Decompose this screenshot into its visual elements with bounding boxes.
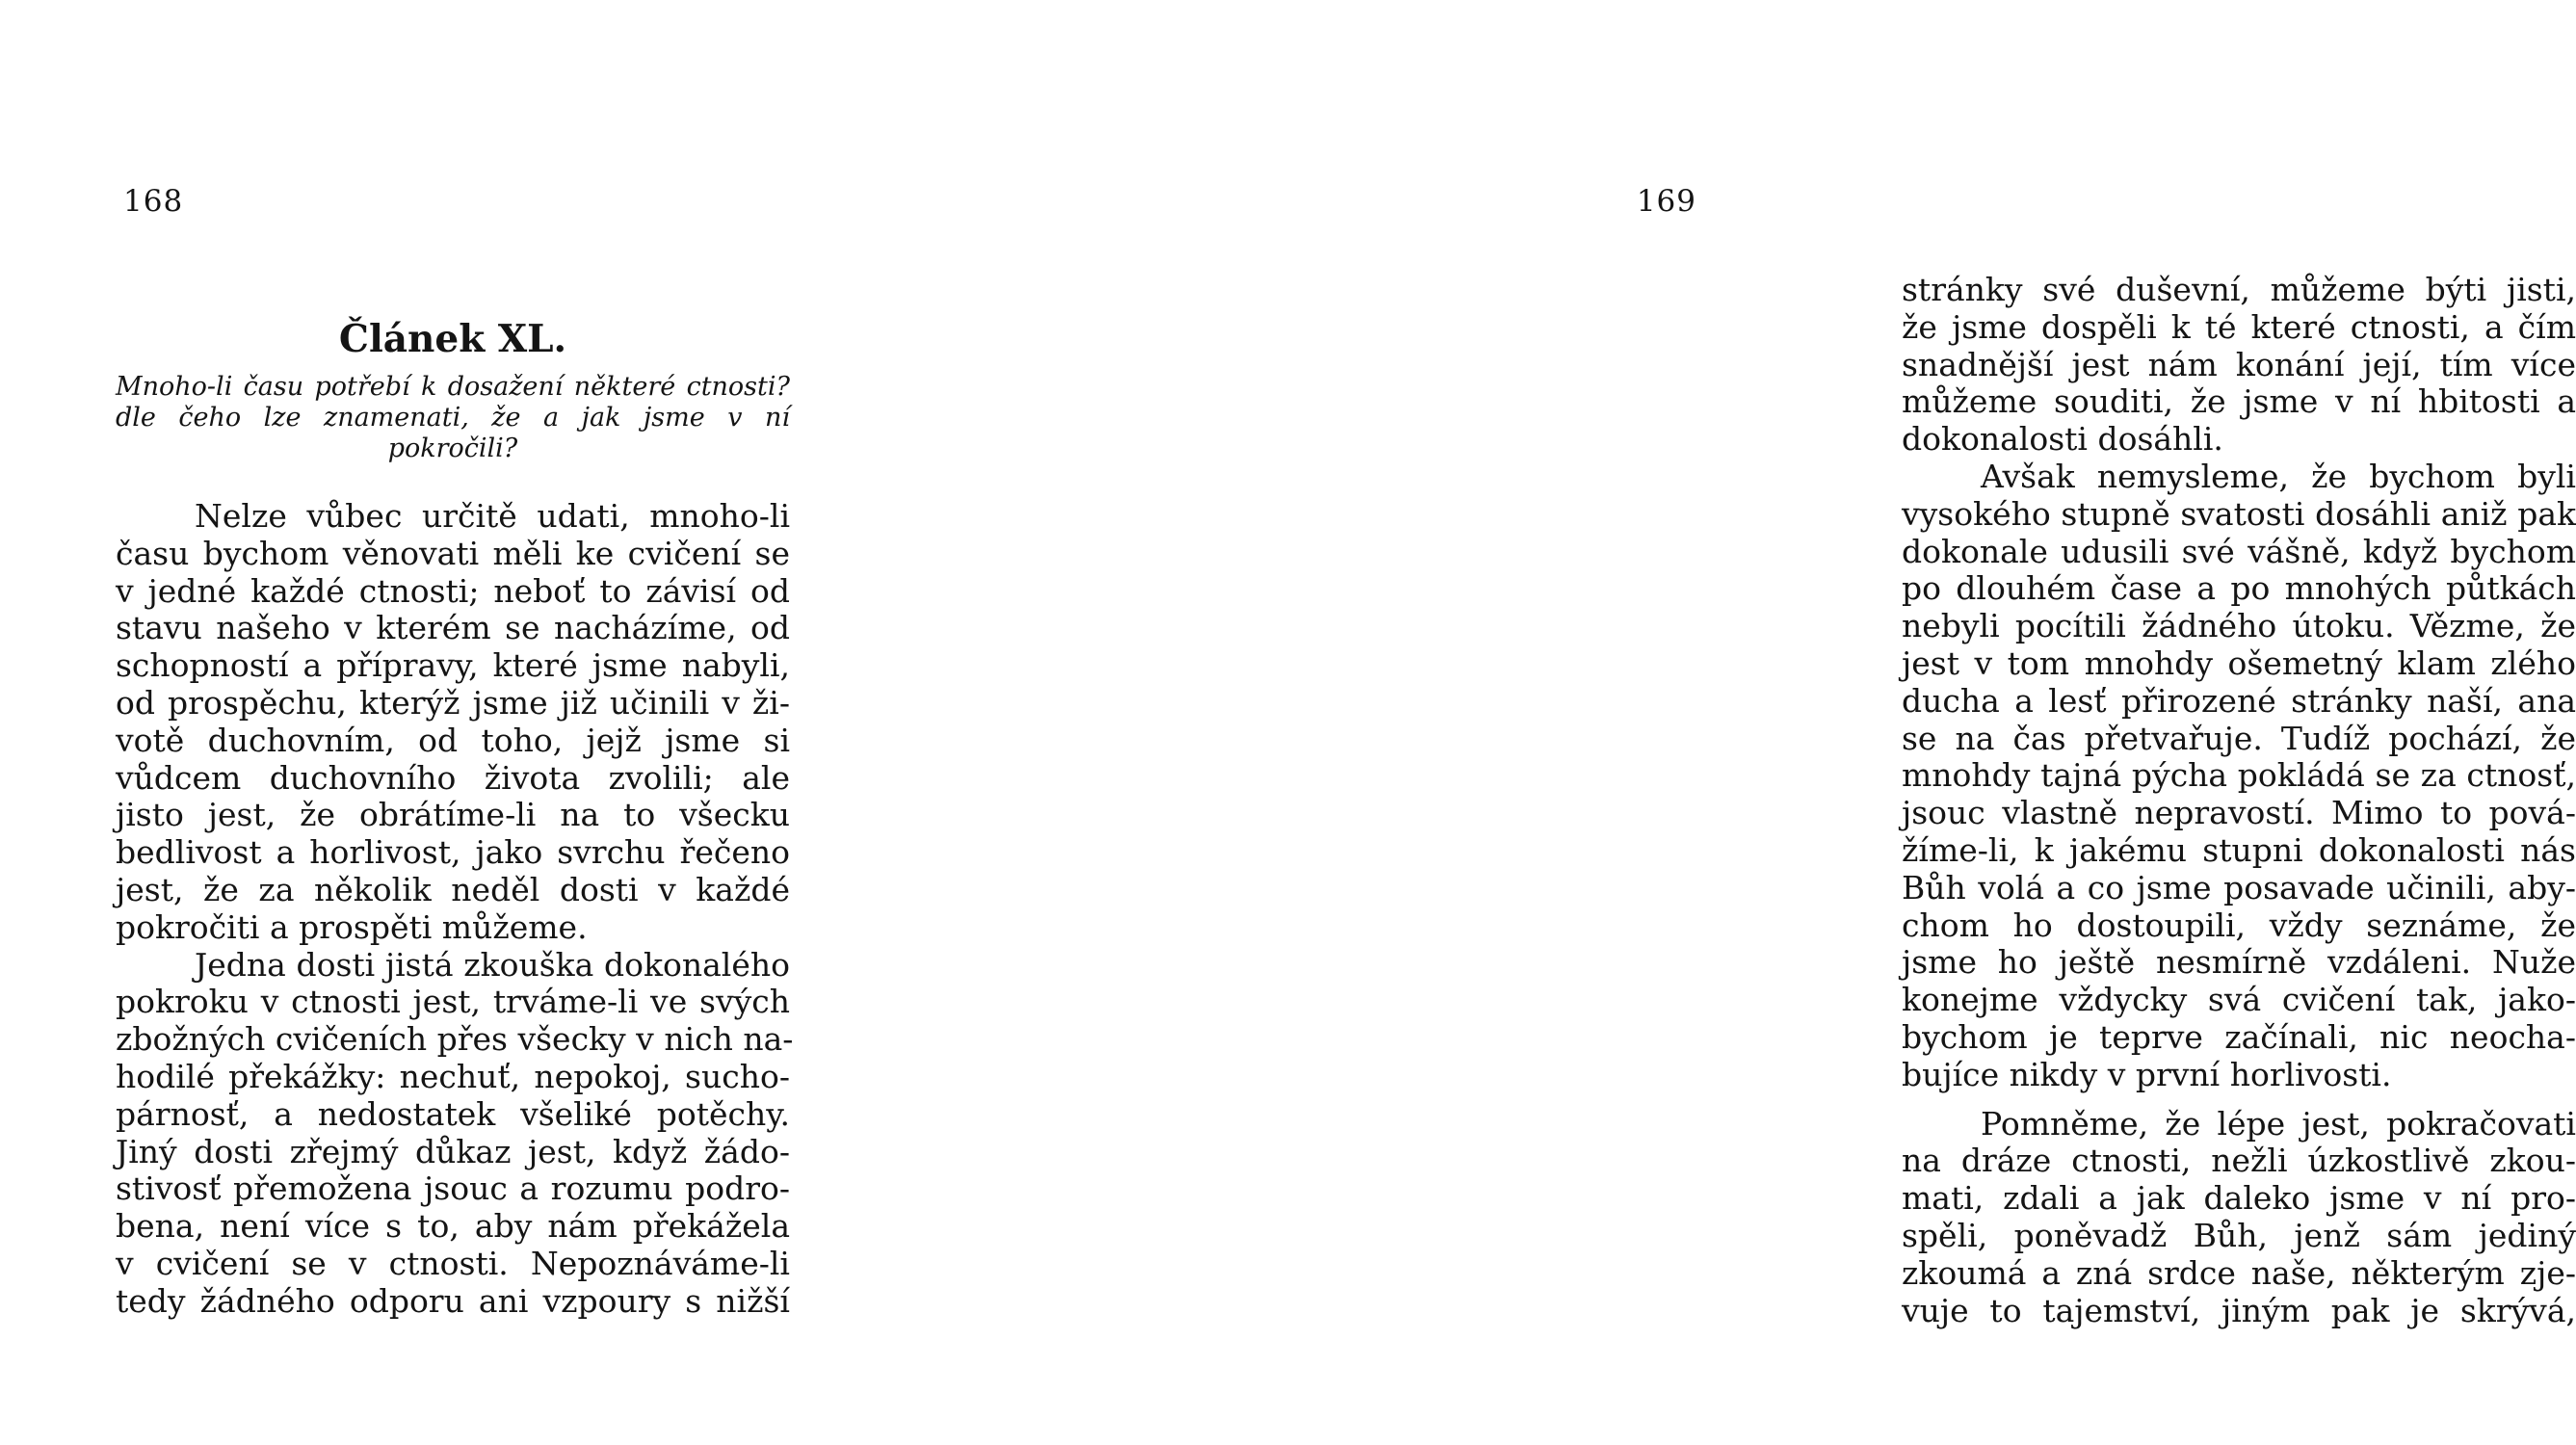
text-line: hodilé překážky: nechuť, nepokoj, sucho- — [116, 1057, 790, 1095]
text-line: jsouc vlastně nepravostí. Mimo to pová- — [1902, 794, 2576, 832]
body-text — [116, 497, 794, 1321]
text-line: vysokého stupně svatosti dosáhli aniž pak — [1902, 494, 2576, 533]
page-number: 168 — [123, 184, 184, 219]
left-page — [0, 0, 893, 1445]
right-page — [893, 0, 2576, 1445]
text-line: vuje to tajemství, jiným pak je skrývá, — [1902, 1291, 2576, 1329]
text-line: bychom je teprve začínali, nic neocha- — [1902, 1017, 2576, 1056]
text-line: pokročiti a prospěti můžeme. — [116, 907, 588, 946]
subtitle-line: Mnoho-li času potřebí k dosažení některé ctnosti? — [116, 372, 790, 402]
text-line: jisto jest, že obrátíme-li na to všecku — [116, 796, 790, 834]
subtitle-line: dle čeho lze znamenati, že a jak jsme v ní — [116, 403, 790, 433]
text-line: bujíce nikdy v první horlivosti. — [1902, 1055, 2392, 1093]
text-line: žíme-li, k jakému stupni dokonalosti nás — [1902, 830, 2576, 869]
text-line: Nelze vůbec určitě udati, mnoho-li — [195, 497, 790, 535]
text-line: bedlivost a horlivost, jako svrchu řečeno — [116, 833, 790, 872]
text-line: tedy žádného odporu ani vzpoury s nižší — [116, 1281, 790, 1320]
text-line: se na čas přetvařuje. Tudíž pochází, že — [1902, 719, 2576, 757]
text-line: dokonale udusili své vášně, když bychom — [1902, 532, 2576, 570]
text-line: pokroku v ctnosti jest, trváme-li ve svých — [116, 983, 790, 1021]
text-line: jsme ho ještě nesmírně vzdáleni. Nuže — [1902, 943, 2576, 982]
text-line: Jiný dosti zřejmý důkaz jest, když žádo- — [116, 1132, 790, 1170]
text-line: Jedna dosti jistá zkouška dokonalého — [195, 945, 790, 984]
text-line: vůdcem duchovního života zvolili; ale — [116, 758, 790, 797]
text-line: v jedné každé ctnosti; neboť to závisí od — [116, 571, 790, 610]
text-line: od prospěchu, kterýž jsme již učinili v ži- — [116, 683, 790, 722]
article-title: Článek XL. — [338, 317, 567, 361]
text-line: že jsme dospěli k té které ctnosti, a čím — [1902, 307, 2576, 346]
text-line: zkoumá a zná srdce naše, některým zje- — [1902, 1253, 2576, 1292]
text-line: na dráze ctnosti, nežli úzkostlivě zkou- — [1902, 1142, 2576, 1180]
text-line: konejme vždycky svá cvičení tak, jako- — [1902, 981, 2576, 1019]
text-line: po dlouhém čase a po mnohých půtkách — [1902, 569, 2576, 608]
text-line: párnosť, a nedostatek všeliké potěchy. — [116, 1094, 790, 1133]
text-line: mnohdy tajná pýcha pokládá se za ctnosť, — [1902, 756, 2576, 795]
text-line: stránky své duševní, můžeme býti jisti, — [1902, 271, 2576, 308]
text-line: dokonalosti dosáhli. — [1902, 420, 2223, 459]
text-line: nebyli pocítili žádného útoku. Vězme, že — [1902, 607, 2576, 645]
text-line: ducha a lesť přirozené stránky naší, ana — [1902, 681, 2576, 720]
text-line: můžeme souditi, že jsme v ní hbitosti a — [1902, 382, 2576, 421]
text-line: schopností a přípravy, které jsme nabyli, — [116, 646, 790, 685]
article-subtitle — [116, 372, 790, 464]
text-line: mati, zdali a jak daleko jsme v ní pro- — [1902, 1179, 2576, 1218]
text-line: bena, není více s to, aby nám překážela — [116, 1207, 790, 1246]
text-line: stivosť přemožena jsouc a rozumu podro- — [116, 1169, 790, 1208]
text-line: Avšak nemysleme, že bychom byli — [1981, 457, 2576, 495]
text-line: spěli, poněvadž Bůh, jenž sám jediný — [1902, 1216, 2576, 1254]
text-line: snadnější jest nám konání její, tím více — [1902, 345, 2576, 383]
text-line: stavu našeho v kterém se nacházíme, od — [116, 609, 790, 647]
text-line: jest, že za několik neděl dosti v každé — [116, 870, 790, 908]
text-line: v cvičení se v ctnosti. Nepoznáváme-li — [116, 1244, 790, 1282]
text-line: zbožných cvičeních přes všecky v nich na- — [116, 1020, 794, 1059]
body-text — [1902, 272, 2576, 1329]
text-line: Bůh volá a co jsme posavade učinili, aby- — [1902, 868, 2576, 906]
text-line: chom ho dostoupili, vždy seznáme, že — [1902, 906, 2576, 944]
text-line: jest v tom mnohdy ošemetný klam zlého — [1902, 644, 2576, 682]
page-number: 169 — [1636, 184, 1696, 219]
text-line: Pomněme, že lépe jest, pokračovati — [1981, 1104, 2576, 1143]
text-line: času bychom věnovati měli ke cvičení se — [116, 534, 790, 572]
subtitle-line: pokročili? — [387, 434, 518, 463]
text-line: votě duchovním, od toho, jejž jsme si — [116, 721, 790, 759]
